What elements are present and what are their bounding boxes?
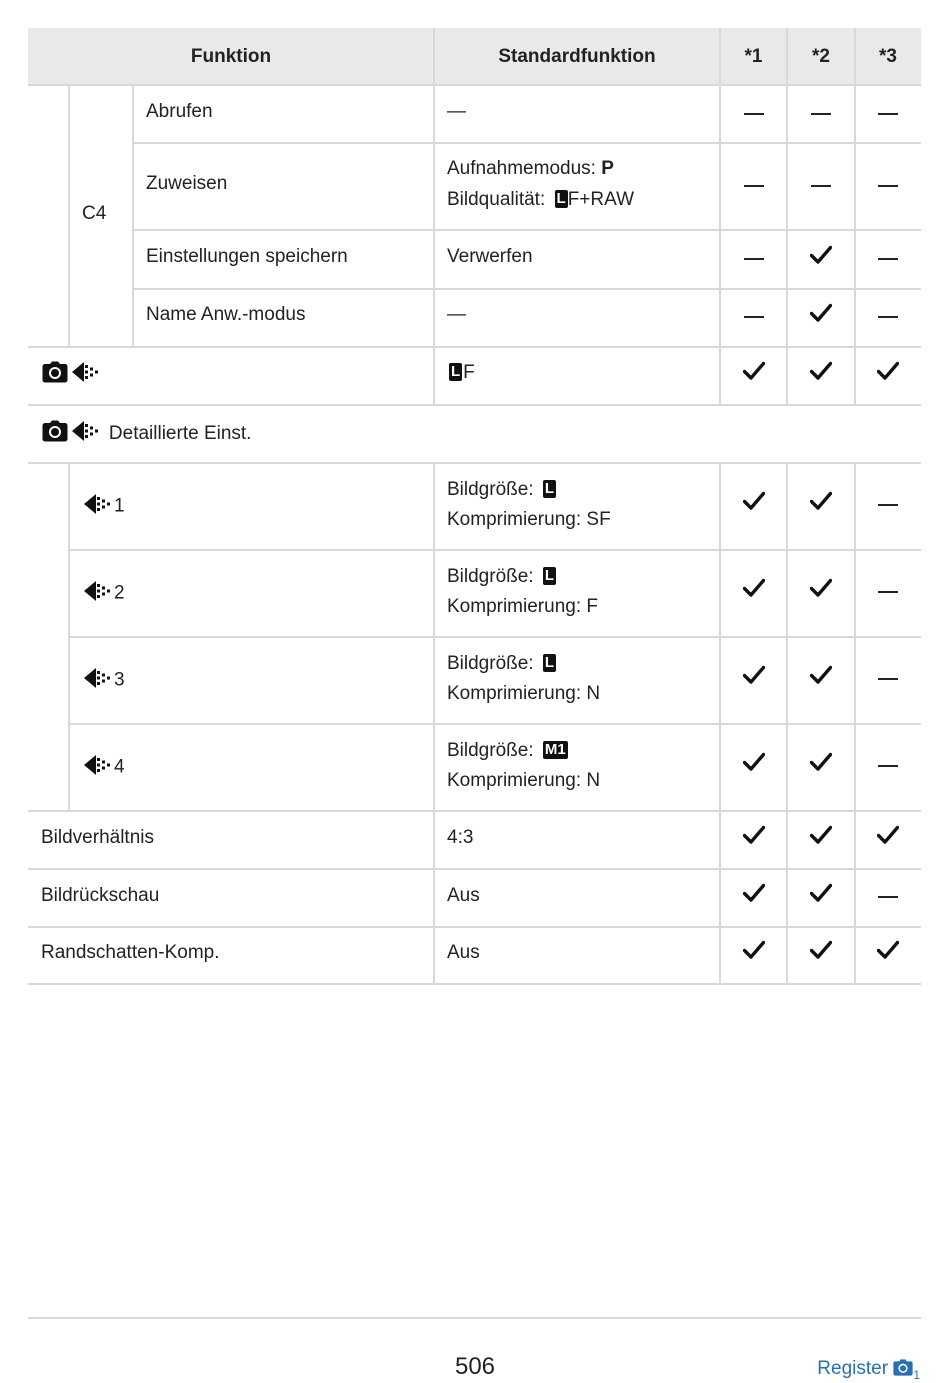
dash-mark	[722, 100, 786, 126]
check-icon	[789, 245, 853, 265]
row-name-randschatten: Randschatten-Komp.	[41, 942, 220, 963]
dash-mark	[856, 491, 920, 517]
header-col-3: *3	[879, 46, 897, 67]
quality-icon	[84, 667, 114, 694]
check-icon	[789, 825, 853, 845]
detail-size: Bildgröße: L	[447, 653, 555, 674]
dash-mark	[722, 303, 786, 329]
register-link[interactable]	[817, 1358, 920, 1382]
row-default-randschatten: Aus	[447, 942, 480, 963]
row-name-anw-modus: Name Anw.-modus	[146, 304, 306, 325]
size-large-icon: L	[451, 363, 461, 380]
check-icon	[856, 940, 920, 960]
size-badge-icon: L	[544, 480, 555, 497]
dash-mark	[856, 578, 920, 604]
header-default: Standardfunktion	[498, 46, 656, 67]
quality-icon	[84, 754, 114, 781]
row-default-zuweisen-line2: Bildqualität: L F+RAW	[447, 189, 635, 210]
row-default-einstellungen: Verwerfen	[447, 246, 533, 267]
dash-mark	[856, 665, 920, 691]
row-name-zuweisen: Zuweisen	[146, 173, 228, 194]
dash-mark	[722, 172, 786, 198]
check-icon	[722, 752, 786, 772]
check-icon	[722, 883, 786, 903]
header-col-2: *2	[812, 46, 830, 67]
detail-compression: Komprimierung: N	[447, 683, 601, 704]
detail-compression: Komprimierung: N	[447, 770, 601, 791]
check-icon	[856, 361, 920, 381]
size-badge-icon: M1	[544, 741, 566, 758]
dash-mark	[856, 100, 920, 126]
header-function: Funktion	[190, 46, 272, 67]
row-name-abrufen: Abrufen	[146, 101, 213, 122]
detail-size: Bildgröße: L	[447, 566, 555, 587]
register-label: Register	[817, 1358, 889, 1379]
check-icon	[789, 578, 853, 598]
detail-size: Bildgröße: M1	[447, 740, 566, 761]
detail-header-label: Detaillierte Einst.	[108, 422, 252, 444]
dash-mark	[789, 172, 853, 198]
check-icon	[722, 361, 786, 381]
dash-mark	[856, 303, 920, 329]
quality-icon	[84, 493, 114, 520]
camera-icon	[893, 1359, 913, 1382]
detail-row-label: 2	[84, 580, 125, 607]
row-name-einstellungen: Einstellungen speichern	[146, 246, 348, 267]
check-icon	[856, 825, 920, 845]
check-icon	[789, 361, 853, 381]
check-icon	[789, 665, 853, 685]
page-number: 506	[454, 1353, 496, 1380]
detail-row-label: 3	[84, 667, 125, 694]
size-badge-icon: L	[544, 654, 555, 671]
check-icon	[722, 665, 786, 685]
check-icon	[789, 491, 853, 511]
row-default-bildrueckschau: Aus	[447, 885, 480, 906]
camera-icon	[42, 420, 68, 447]
detail-compression: Komprimierung: F	[447, 596, 598, 617]
check-icon	[789, 303, 853, 323]
dash-mark	[856, 752, 920, 778]
check-icon	[722, 940, 786, 960]
check-icon	[789, 940, 853, 960]
row-name-bildrueckschau: Bildrückschau	[41, 885, 160, 906]
dash-mark	[856, 245, 920, 271]
row-default-zuweisen-line1: Aufnahmemodus: P	[447, 158, 614, 179]
row-default-bildverhaeltnis: 4:3	[447, 827, 474, 848]
check-icon	[789, 883, 853, 903]
detail-row-label: 4	[84, 754, 125, 781]
detail-size: Bildgröße: L	[447, 479, 555, 500]
register-subscript: 1	[913, 1367, 920, 1382]
check-icon	[722, 578, 786, 598]
check-icon	[722, 825, 786, 845]
check-icon	[789, 752, 853, 772]
check-icon	[722, 491, 786, 511]
dash-mark	[856, 172, 920, 198]
quality-icon	[72, 420, 102, 447]
size-large-icon: L	[556, 190, 566, 207]
row-name-bildverhaeltnis: Bildverhältnis	[41, 827, 154, 848]
dash-mark	[789, 100, 853, 126]
header-col-1: *1	[744, 46, 763, 67]
detail-compression: Komprimierung: SF	[447, 509, 611, 530]
footer-divider	[28, 1317, 921, 1319]
camera-quality-label	[42, 361, 102, 388]
size-badge-icon: L	[544, 567, 555, 584]
row-default-anw-modus: —	[447, 304, 466, 325]
camera-icon	[42, 361, 68, 388]
quality-default: L F	[451, 362, 475, 383]
detail-row-label: 1	[84, 493, 125, 520]
dash-mark	[722, 245, 786, 271]
group-label-c4: C4	[82, 203, 107, 224]
row-default-abrufen: —	[447, 101, 466, 122]
detail-header	[42, 420, 251, 447]
dash-mark	[856, 883, 920, 909]
quality-icon	[84, 580, 114, 607]
quality-icon	[72, 361, 102, 388]
